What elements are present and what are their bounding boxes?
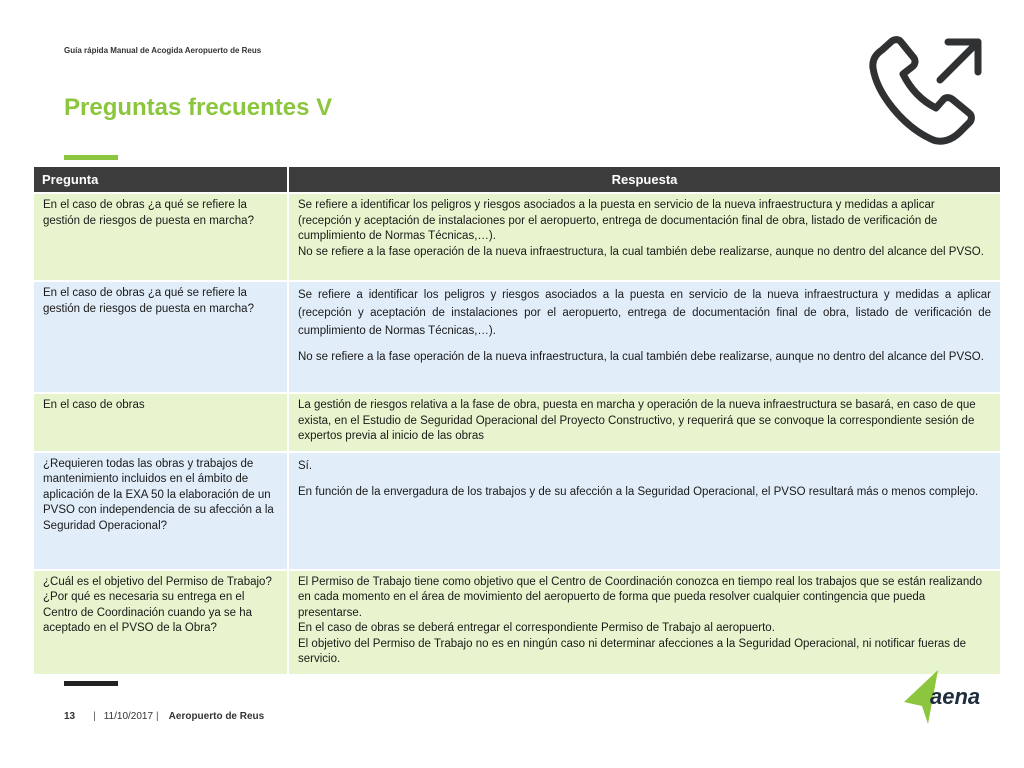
answer-cell <box>288 393 1000 452</box>
table-row <box>34 452 1000 570</box>
answer-cell <box>288 193 1000 281</box>
page-number: 13 <box>64 711 76 722</box>
question-cell: ¿Cuál es el objetivo del Permiso de Trabajo? ¿Por qué es necesaria su entrega en el Centro de Coordinación cuando ya se ha aceptado en el PVSO de la Obra? <box>34 570 288 674</box>
answer-cell <box>288 570 1000 674</box>
question-cell: En el caso de obras ¿a qué se refiere la gestión de riesgos de puesta en marcha? <box>34 281 288 393</box>
column-header-answer: Respuesta <box>288 167 1000 193</box>
answer-cell <box>288 281 1000 393</box>
answer-paragraph: No se refiere a la fase operación de la nueva infraestructura, la cual también debe realizarse, aunque no dentro del alcance del PVSO. <box>298 245 984 258</box>
answer-paragraph: Sí. <box>298 459 313 472</box>
column-header-question: Pregunta <box>34 167 288 193</box>
table-row <box>34 193 1000 281</box>
title-underline <box>64 155 118 160</box>
answer-paragraph: En el caso de obras se deberá entregar el correspondiente Permiso de Trabajo al aeropuerto. <box>298 622 775 634</box>
document-header: Guía rápida Manual de Acogida Aeropuerto de Reus <box>64 46 262 55</box>
answer-cell <box>288 452 1000 570</box>
question-cell: En el caso de obras <box>34 393 288 452</box>
answer-paragraph: Se refiere a identificar los peligros y riesgos asociados a la puesta en servicio de la nueva infraestructura y medidas a aplicar (recepción y aceptación de instalaciones por el aeropuerto, entrega de documentación final de obra, listado de verificación de cumplimiento de Normas Técnicas,…). <box>298 199 938 242</box>
table-row <box>34 570 1000 674</box>
footer-rule <box>64 681 118 686</box>
aena-logo <box>900 668 1006 726</box>
table-row <box>34 393 1000 452</box>
page-title: Preguntas frecuentes V <box>64 94 333 121</box>
faq-table <box>34 167 1000 674</box>
footer-separator: | <box>156 711 159 722</box>
question-cell: En el caso de obras ¿a qué se refiere la gestión de riesgos de puesta en marcha? <box>34 193 288 281</box>
answer-paragraph: La gestión de riesgos relativa a la fase de obra, puesta en marcha y operación de la nueva infraestructura se basará, en caso de que exista, en el Estudio de Seguridad Operacional del Proyecto Constructivo, y requerirá que se convoque la correspondiente sesión de expertos previa al inicio de las obras <box>298 399 976 442</box>
logo-text: aena <box>930 684 981 709</box>
faq-table-header <box>34 167 1000 193</box>
footer-site: Aeropuerto de Reus <box>168 711 265 722</box>
footer <box>64 711 264 722</box>
answer-paragraph: No se refiere a la fase operación de la nueva infraestructura, la cual también debe realizarse, aunque no dentro del alcance del PVSO. <box>298 351 984 363</box>
question-cell: ¿Requieren todas las obras y trabajos de mantenimiento incluidos en el ámbito de aplicación de la EXA 50 la elaboración de un PVSO con independencia de su afección a la Seguridad Operacional? <box>34 452 288 570</box>
answer-paragraph: En función de la envergadura de los trabajos y de su afección a la Seguridad Operacional, el PVSO resultará más o menos complejo. <box>298 485 979 498</box>
answer-paragraph: El Permiso de Trabajo tiene como objetivo que el Centro de Coordinación conozca en tiempo real los trabajos que se están realizando en cada momento en el área de movimiento del aeropuerto de forma que pueda resolver cualquier contingencia que pueda presentarse. <box>298 575 983 619</box>
footer-date: 11/10/2017 <box>103 711 154 722</box>
table-row <box>34 281 1000 393</box>
answer-paragraph: Se refiere a identificar los peligros y riesgos asociados a la puesta en servicio de la nueva infraestructura y medidas a aplicar (recepción y aceptación de instalaciones por el aeropuerto, entrega de documentación final de obra, listado de verificación de cumplimiento de Normas Técnicas,…). <box>298 289 991 337</box>
phone-outgoing-icon <box>868 36 988 151</box>
footer-separator: | <box>93 711 96 722</box>
answer-paragraph: El objetivo del Permiso de Trabajo no es en ningún caso ni determinar afecciones a la Seguridad Operacional, ni notificar fueras de servicio. <box>298 637 967 665</box>
